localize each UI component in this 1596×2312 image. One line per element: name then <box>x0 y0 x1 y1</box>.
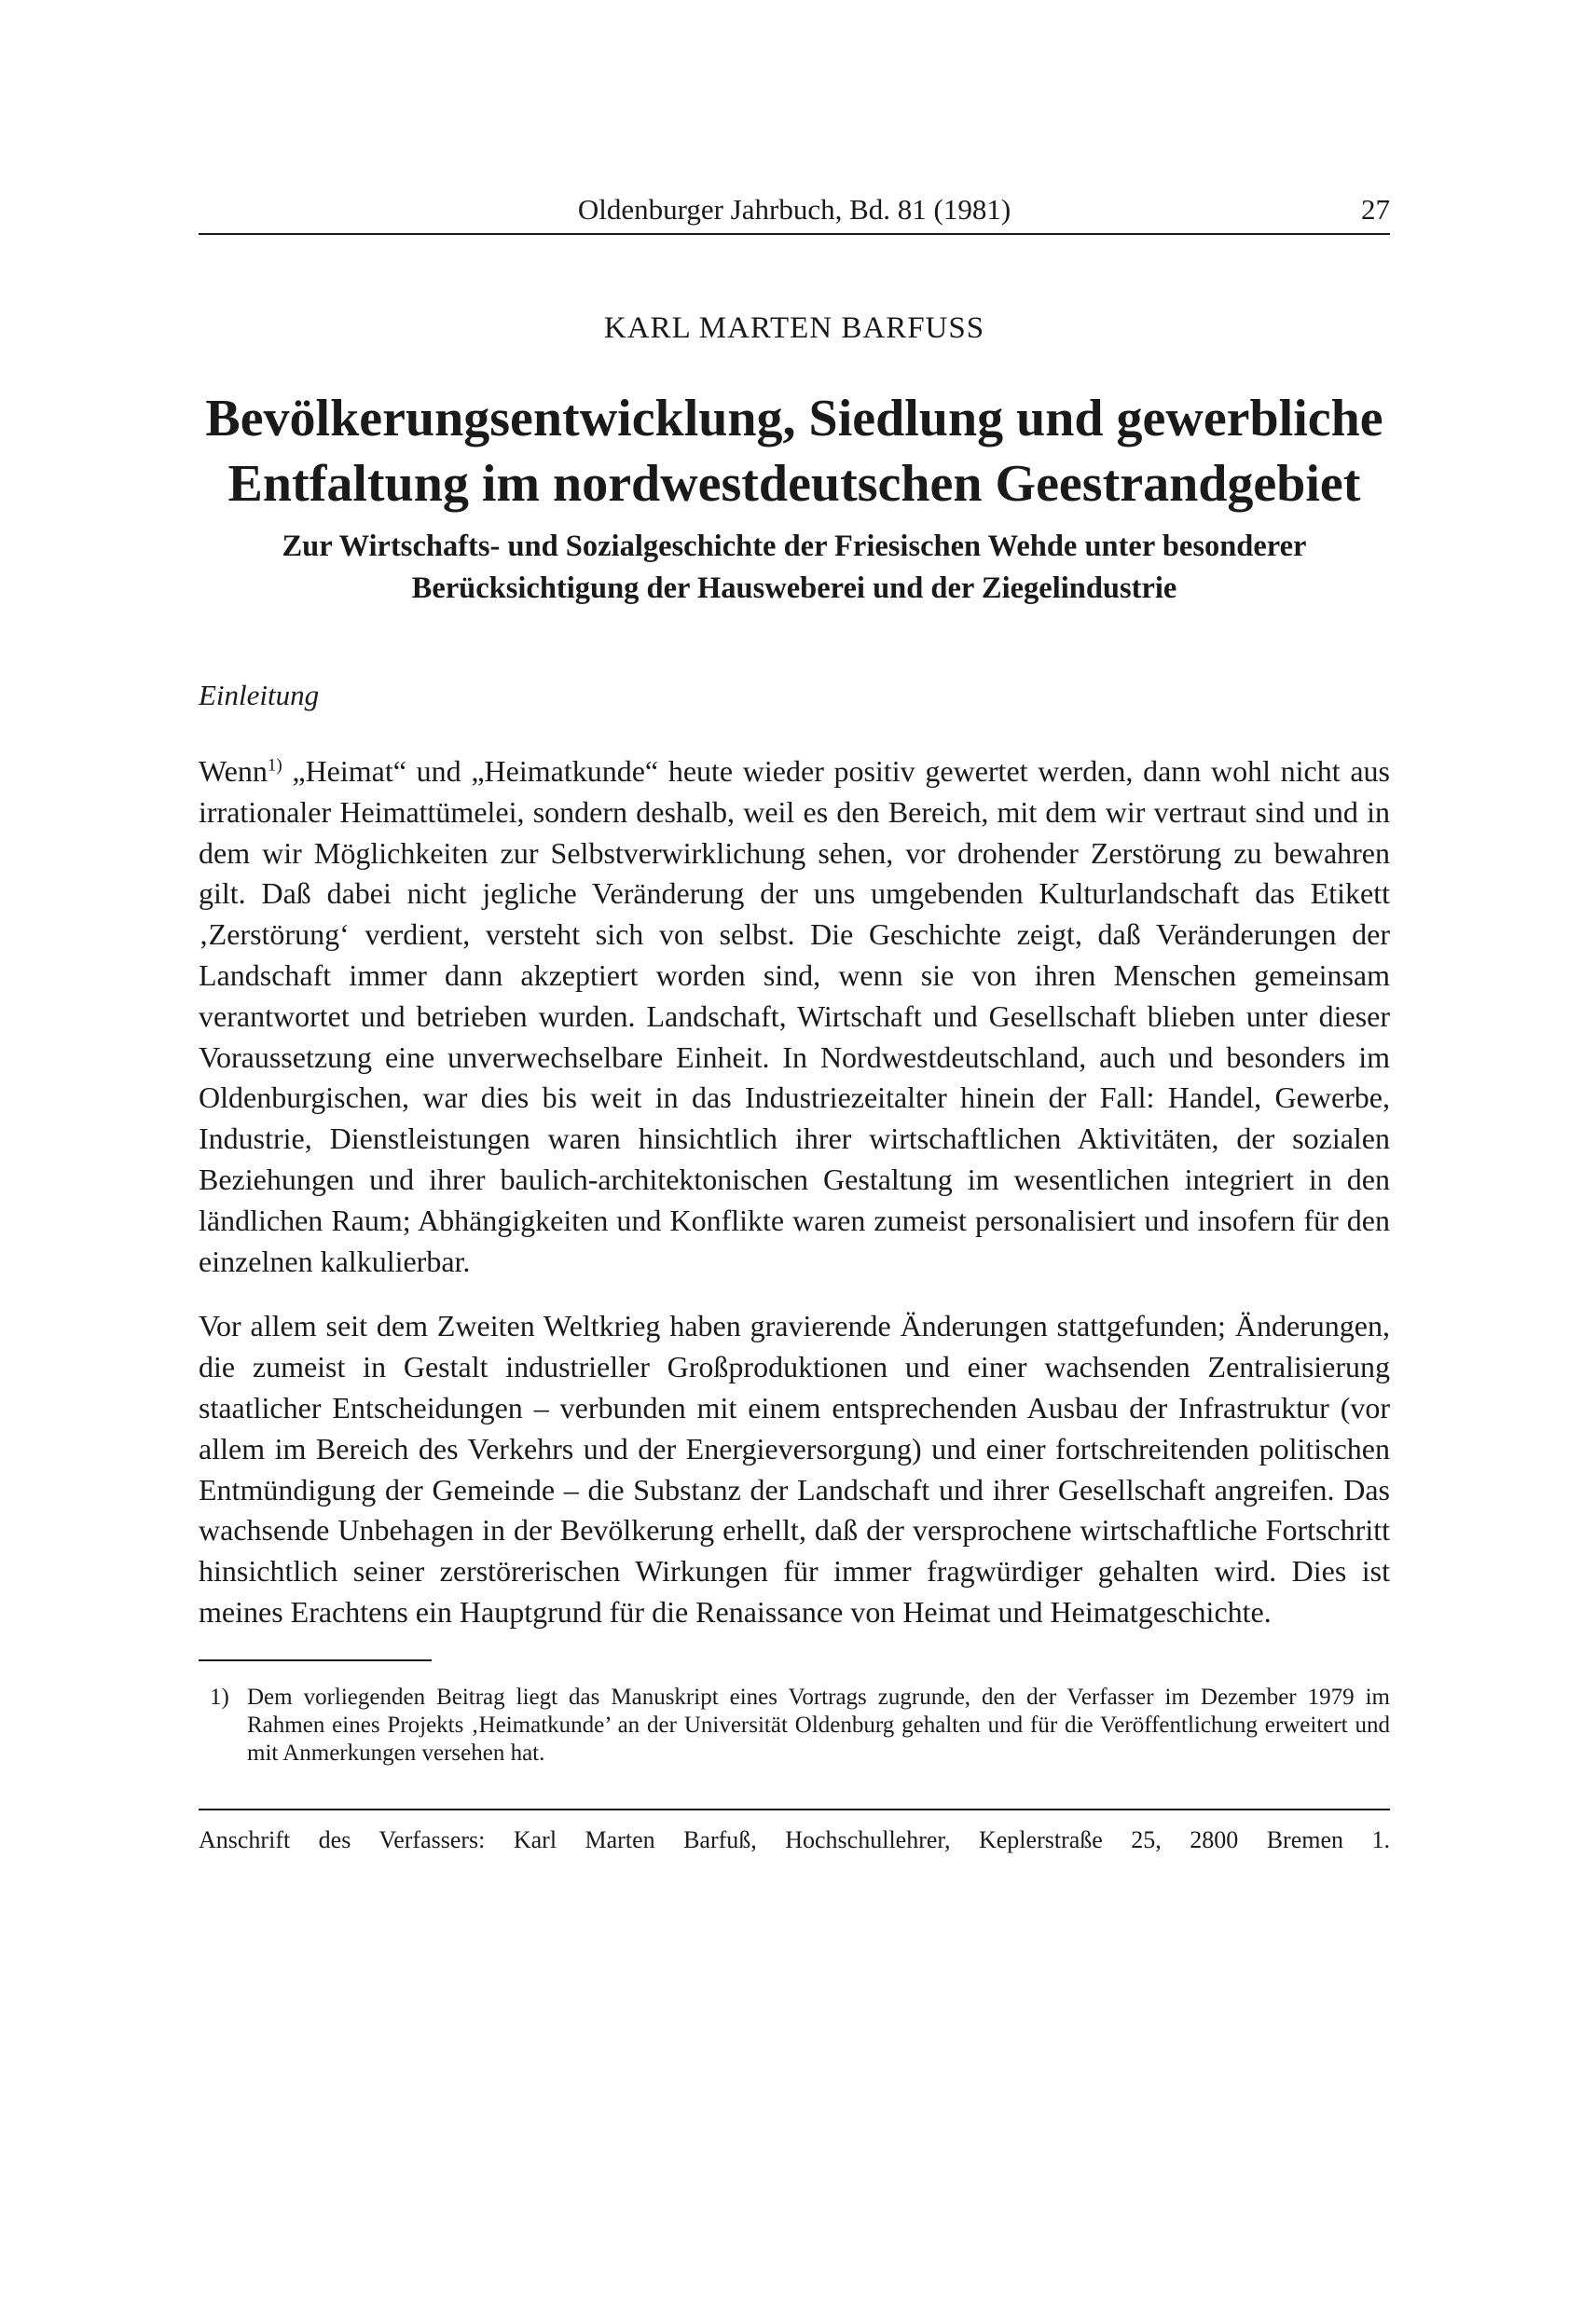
article-author: KARL MARTEN BARFUSS <box>603 311 985 345</box>
section-heading: Einleitung <box>199 679 320 711</box>
body-paragraph: Vor allem seit dem Zweiten Weltkrieg haben gravierende Änderungen stattgefunden; Änderungen, die zumeist in Gestalt industrieller Großproduktionen und einer wachsenden Zentralisierung staatlicher Entscheidungen – verbunden mit einem entsprechenden Ausbau der Infrastruktur (vor allem im Bereich des Verkehrs und der Energieversorgung) und einer fortschreitenden politischen Entmündigung der Gemeinde – die Substanz der Landschaft und ihrer Gesellschaft angreifen. Das wachsende Unbehagen in der Bevölkerung erhellt, daß der versprochene wirtschaftliche Fortschritt hinsichtlich seiner zerstörerischen Wirkungen für immer fragwürdiger gehalten wird. Dies ist meines Erachtens ein Hauptgrund für die Renaissance von Heimat und Heimatgeschichte. <box>199 1309 1390 1629</box>
journal-page <box>199 186 1390 1855</box>
address-rule <box>199 1809 1390 1810</box>
paragraph-lead-word: Wenn <box>199 754 268 788</box>
footnote-mark: 1) <box>210 1684 229 1710</box>
author-address: Anschrift des Verfassers: Karl Marten Barfuß, Hochschullehrer, Keplerstraße 25, 2800 Bremen 1. <box>199 1825 1390 1853</box>
journal-citation: Oldenburger Jahrbuch, Bd. 81 (1981) <box>577 193 1011 226</box>
article-title: Bevölkerungsentwicklung, Siedlung und gewerbliche Entfaltung im nordwestdeutschen Geestrandgebiet <box>205 390 1383 513</box>
running-head <box>199 186 1390 233</box>
footnote <box>199 1684 1390 1768</box>
body-paragraph <box>199 751 1390 1282</box>
footnote-rule <box>199 1659 432 1661</box>
footnote-reference[interactable]: 1) <box>267 755 282 776</box>
header-rule <box>199 233 1390 235</box>
paragraph-text: „Heimat“ und „Heimatkunde“ heute wieder positiv gewertet werden, dann wohl nicht aus irrationaler Heimattümelei, sondern deshalb, weil es den Bereich, mit dem wir vertraut sind und in dem wir Möglichkeiten zur Selbstverwirklichung sehen, vor drohender Zerstörung zu bewahren gilt. Daß dabei nicht jegliche Veränderung der uns umgebenden Kulturlandschaft das Etikett ‚Zerstörung‘ verdient, versteht sich von selbst. Die Geschichte zeigt, daß Veränderungen der Landschaft immer dann akzeptiert worden sind, wenn sie von ihren Menschen gemeinsam verantwortet und betrieben wurden. Landschaft, Wirtschaft und Gesellschaft blieben unter dieser Voraussetzung eine unverwechselbare Einheit. In Nordwestdeutschland, auch und besonders im Oldenburgischen, war dies bis weit in das Industriezeitalter hinein der Fall: Handel, Gewerbe, Industrie, Dienstleistungen waren hinsichtlich ihrer wirtschaftlichen Aktivitäten, der sozialen Beziehungen und ihrer baulich-architektonischen Gestaltung im wesentlichen integriert in den ländlichen Raum; Abhängigkeiten und Konflikte waren zumeist personalisiert und insofern für den einzelnen kalkulierbar. <box>199 754 1390 1278</box>
article-subtitle: Zur Wirtschafts- und Sozialgeschichte der Friesischen Wehde unter besonderer Berücksichtigung der Hausweberei und der Ziegelindustrie <box>282 530 1307 605</box>
footnote-text: Dem vorliegenden Beitrag liegt das Manuskript eines Vortrags zugrunde, den der Verfasser im Dezember 1979 im Rahmen eines Projekts ‚Heimatkunde’ an der Universität Oldenburg gehalten und für die Veröffentlichung erweitert und mit Anmerkungen versehen hat. <box>247 1684 1390 1766</box>
page-number: 27 <box>1361 193 1390 226</box>
